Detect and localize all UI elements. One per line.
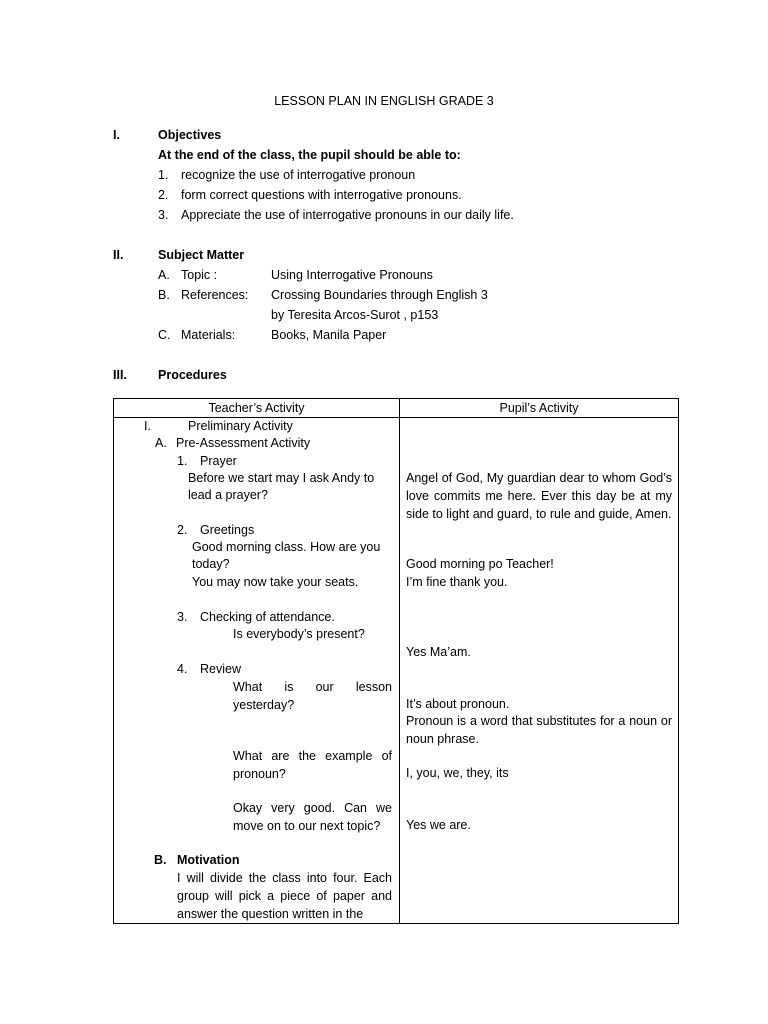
review-question: Okay very good. Can we move on to our next topic?: [233, 801, 392, 833]
subject-row-label: Materials:: [181, 328, 236, 342]
prayer-question: Before we start may I ask Andy to: [188, 471, 375, 485]
page-title: LESSON PLAN IN ENGLISH GRADE 3: [274, 94, 494, 108]
greetings-line: You may now take your seats.: [192, 575, 359, 589]
pre-assessment-heading: Pre-Assessment Activity: [176, 436, 311, 450]
review-question: What are the example of pronoun?: [233, 749, 392, 781]
subject-row-value: Using Interrogative Pronouns: [271, 268, 433, 282]
objectives-numeral: I.: [113, 128, 120, 142]
objective-number: 3.: [158, 208, 169, 222]
motivation-heading: Motivation: [177, 853, 240, 867]
motivation-letter: B.: [154, 853, 167, 867]
procedures-heading: Procedures: [158, 368, 227, 382]
motivation-text: I will divide the class into four. Each group will pick a piece of paper and answer the question written in the: [177, 871, 392, 921]
prayer-question-continued: lead a prayer?: [188, 488, 268, 502]
review-question: What is our lesson yesterday?: [233, 680, 392, 712]
pupil-review-response: It’s about pronoun.: [406, 697, 510, 711]
attendance-number: 3.: [177, 610, 188, 624]
procedures-table: [113, 398, 679, 924]
pupil-attendance-response: Yes Ma’am.: [406, 645, 471, 659]
prelim-heading: Preliminary Activity: [188, 419, 293, 433]
subject-row-letter: C.: [158, 328, 171, 342]
teacher-activity-cell: [114, 418, 400, 924]
column-header-teacher: Teacher’s Activity: [114, 399, 400, 418]
subject-row-label: References:: [181, 288, 249, 302]
subject-row-letter: B.: [158, 288, 170, 302]
objective-number: 2.: [158, 188, 169, 202]
subject-matter-numeral: II.: [113, 248, 124, 262]
objective-text: Appreciate the use of interrogative pronouns in our daily life.: [181, 208, 514, 222]
objectives-intro: At the end of the class, the pupil should be able to:: [158, 148, 461, 162]
prelim-numeral: I.: [144, 419, 151, 433]
attendance-heading: Checking of attendance.: [200, 610, 335, 624]
pupil-greeting-response: I’m fine thank you.: [406, 575, 508, 589]
greetings-number: 2.: [177, 523, 188, 537]
column-header-pupil: Pupil’s Activity: [400, 399, 679, 418]
subject-row-value-continued: by Teresita Arcos-Surot , p153: [271, 308, 439, 322]
objective-text: form correct questions with interrogative pronouns.: [181, 188, 462, 202]
prayer-heading: Prayer: [200, 454, 237, 468]
procedures-numeral: III.: [113, 368, 127, 382]
subject-row-value: Books, Manila Paper: [271, 328, 387, 342]
review-heading: Review: [200, 662, 241, 676]
attendance-question: Is everybody’s present?: [233, 627, 365, 641]
objectives-heading: Objectives: [158, 128, 222, 142]
subject-row-letter: A.: [158, 268, 170, 282]
subject-matter-heading: Subject Matter: [158, 248, 245, 262]
pre-assessment-letter: A.: [155, 436, 167, 450]
pupil-prayer-response: Angel of God, My guardian dear to whom God’s love commits me here. Ever this day be at my side to light and guard, to rule and guide, Amen.: [406, 471, 672, 521]
review-number: 4.: [177, 662, 188, 676]
pupil-greeting-response: Good morning po Teacher!: [406, 557, 554, 571]
prayer-number: 1.: [177, 454, 188, 468]
objective-text: recognize the use of interrogative pronoun: [181, 168, 416, 182]
greetings-heading: Greetings: [200, 523, 255, 537]
greetings-line: Good morning class. How are you: [192, 540, 381, 554]
subject-row-label: Topic :: [181, 268, 218, 282]
pupil-review-response: Yes we are.: [406, 818, 471, 832]
subject-row-value: Crossing Boundaries through English 3: [271, 288, 488, 302]
greetings-line: today?: [192, 557, 230, 571]
objective-number: 1.: [158, 168, 169, 182]
pupil-activity-cell: [400, 418, 679, 924]
pupil-review-response: Pronoun is a word that substitutes for a noun or noun phrase.: [406, 714, 672, 746]
pupil-review-response: I, you, we, they, its: [406, 766, 509, 780]
